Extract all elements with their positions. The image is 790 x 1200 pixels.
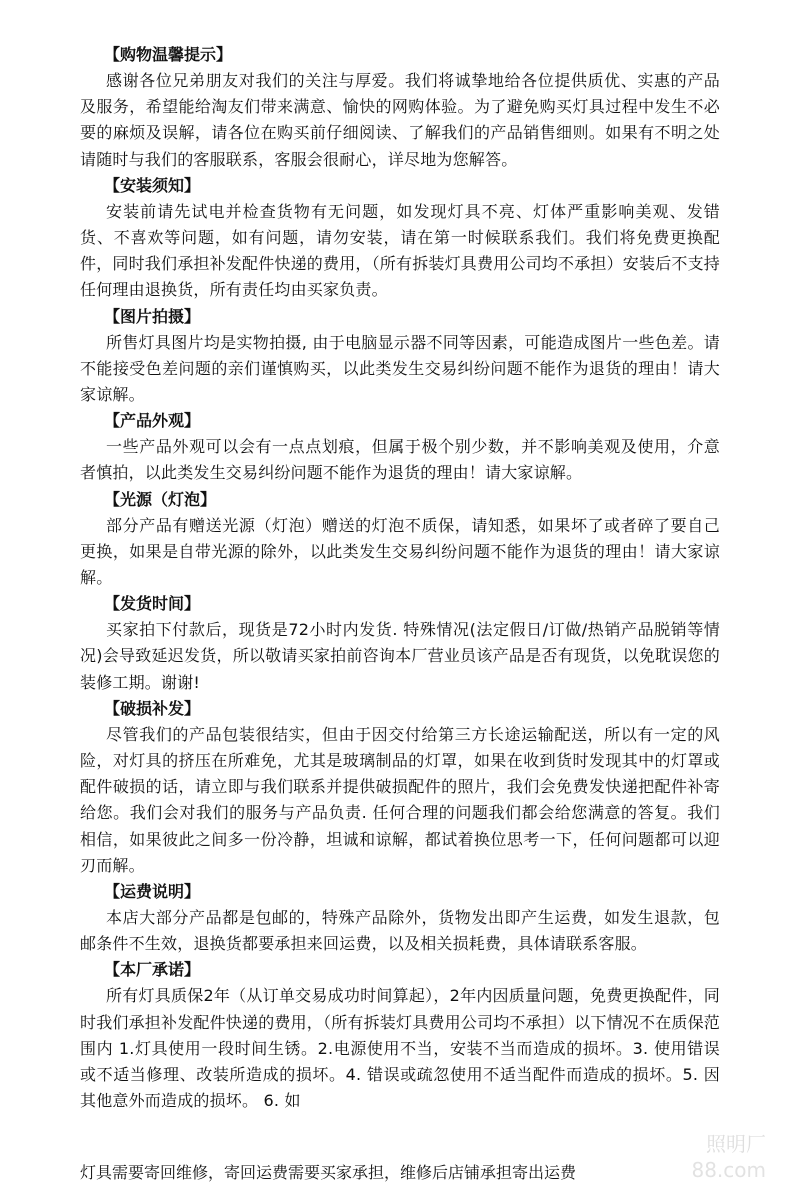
section-text: 所售灯具图片均是实物拍摄, 由于电脑显示器不同等因素，可能造成图片一些色差。请不能接受色差问题的亲们谨慎购买，以此类发生交易纠纷问题不能作为退货的理由！请大家谅解。 [80,332,720,405]
section-text: 部分产品有赠送光源（灯泡）赠送的灯泡不质保，请知悉，如果坏了或者碎了要自己更换，如果是自带光源的除外，以此类发生交易纠纷问题不能作为退货的理由！请大家谅解。 [80,515,720,588]
section-heading: 【破损补发】 [104,698,201,718]
section-light-source [80,487,720,592]
section-text: 感谢各位兄弟朋友对我们的关注与厚爱。我们将诚挚地给各位提供质优、实惠的产品及服务，希望能给淘友们带来满意、愉快的网购体验。为了避免购买灯具过程中发生不必要的麻烦及误解，请各位在购买前仔细阅读、了解我们的产品销售细则。如果有不明之处请随时与我们的客服联系，客服会很耐心，详尽地为您解答。 [80,71,720,169]
section-freight [80,879,720,957]
section-photos [80,304,720,409]
section-installation [80,173,720,304]
section-heading: 【发货时间】 [104,594,201,614]
notice-document [80,42,720,1115]
section-text: 尽管我们的产品包装很结实，但由于因交付给第三方长途运输配送，所以有一定的风险，对灯具的挤压在所难免，尤其是玻璃制品的灯罩，如果在收到货时发现其中的灯罩或配件破损的话，请立即与我们联系并提供破损配件的照片，我们会免费发快递把配件补寄给您。我们会对我们的服务与产品负责. 任何合理的问题我们都会给您满意的答复。我们相信，如果彼此之间多一份冷静，坦诚和谅解，都试着换位思考一下，任何问题都可以迎刃而解。 [80,724,720,875]
section-text: 本店大部分产品都是包邮的，特殊产品除外，货物发出即产生运费，如发生退款，包邮条件不生效，退换货都要承担来回运费，以及相关损耗费，具体请联系客服。 [80,908,720,954]
section-shopping-tips [80,42,720,173]
section-warranty [80,957,720,1114]
watermark: 88.com [691,1158,766,1182]
section-heading: 【图片拍摄】 [104,306,201,326]
section-heading: 【本厂承诺】 [104,960,201,980]
section-heading: 【产品外观】 [104,411,201,431]
section-text: 安装前请先试电并检查货物有无问题，如发现灯具不亮、灯体严重影响美观、发错货、不喜欢等问题，如有问题，请勿安装，请在第一时候联系我们。我们将免费更换配件，同时我们承担补发配件快递的费用，（所有拆装灯具费用公司均不承担）安装后不支持任何理由退换货，所有责任均由买家负责。 [80,201,721,300]
section-shipping-time [80,591,720,696]
section-appearance [80,408,720,486]
section-text: 买家拍下付款后，现货是72小时内发货. 特殊情况(法定假日/订做/热销产品脱销等情况)会导致延迟发货，所以敬请买家拍前咨询本厂营业员该产品是否有现货，以免耽误您的装修工期。谢谢! [80,620,720,692]
section-heading: 【安装须知】 [104,175,201,195]
section-text: 一些产品外观可以会有一点点划痕，但属于极个别少数，并不影响美观及使用，介意者慎拍，以此类发生交易纠纷问题不能作为退货的理由！请大家谅解。 [80,437,720,483]
footer-text: 灯具需要寄回维修，寄回运费需要买家承担，维修后店铺承担寄出运费 [80,1163,577,1182]
section-damage-replacement [80,696,720,879]
watermark: 照明厂 [706,1132,766,1156]
section-heading: 【购物温馨提示】 [104,45,233,64]
section-text: 所有灯具质保2年（从订单交易成功时间算起），2年内因质量问题，免费更换配件，同时我们承担补发配件快递的费用，（所有拆装灯具费用公司均不承担）以下情况不在质保范围内 1.灯具使用一段时间生锈。2.电源使用不当，安装不当而造成的损坏。3. 使用错误或不适当修理、改装所造成的损坏。4. 错误或疏忽使用不适当配件而造成的损坏。5. 因其他意外而造成的损坏。 6. 如 [80,986,721,1111]
section-heading: 【运费说明】 [104,882,201,902]
section-heading: 【光源（灯泡】 [104,489,217,509]
